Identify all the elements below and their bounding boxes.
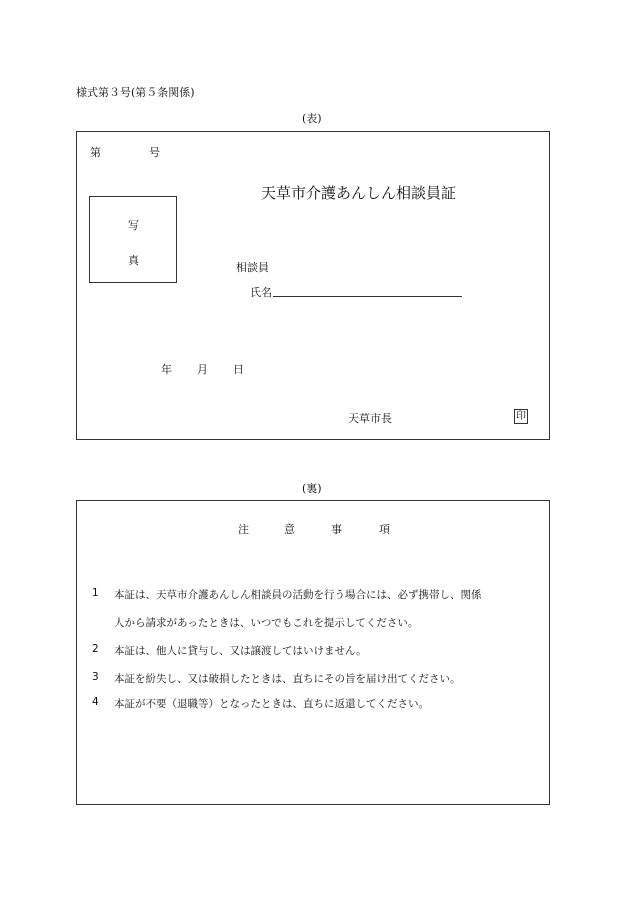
number-prefix: 第 — [90, 146, 101, 159]
note-number: 1 — [92, 587, 99, 599]
card-title: 天草市介護あんしん相談員証 — [261, 184, 457, 202]
note-text: 本証を紛失し、又は破損したときは、直ちにその旨を届け出てください。 — [114, 673, 461, 685]
note-text-continued: 人から請求があったときは、いつでもこれを提示してください。 — [114, 617, 419, 629]
note-text: 本証が不要（退職等）となったときは、直ちに返還してください。 — [114, 698, 429, 710]
photo-char-1: 写 — [128, 219, 139, 232]
form-number-label: 様式第３号(第５条関係) — [76, 86, 195, 99]
heading-char-2: 意 — [284, 523, 295, 536]
card-back — [76, 500, 550, 805]
card-front — [76, 131, 550, 440]
note-number: 4 — [92, 696, 99, 708]
role-label: 相談員 — [236, 261, 269, 274]
back-side-label: (裏) — [302, 482, 322, 495]
photo-char-2: 真 — [128, 254, 139, 267]
name-label: 氏名 — [250, 286, 272, 299]
seal-mark: 印 — [516, 411, 526, 422]
photo-box — [89, 196, 177, 283]
date-year: 年 — [161, 363, 172, 376]
heading-char-4: 項 — [379, 523, 390, 536]
date-day: 日 — [233, 363, 244, 376]
note-text: 本証は、天草市介護あんしん相談員の活動を行う場合には、必ず携帯し、関係 — [114, 589, 482, 601]
number-suffix: 号 — [149, 146, 160, 159]
date-month: 月 — [197, 363, 208, 376]
note-text: 本証は、他人に貸与し、又は譲渡してはいけません。 — [114, 645, 367, 657]
heading-char-3: 事 — [331, 523, 342, 536]
issuer-label: 天草市長 — [348, 412, 392, 425]
note-number: 2 — [92, 643, 99, 655]
front-side-label: (表) — [302, 112, 322, 125]
heading-char-1: 注 — [238, 523, 249, 536]
name-underline — [273, 296, 462, 297]
note-number: 3 — [92, 671, 99, 683]
